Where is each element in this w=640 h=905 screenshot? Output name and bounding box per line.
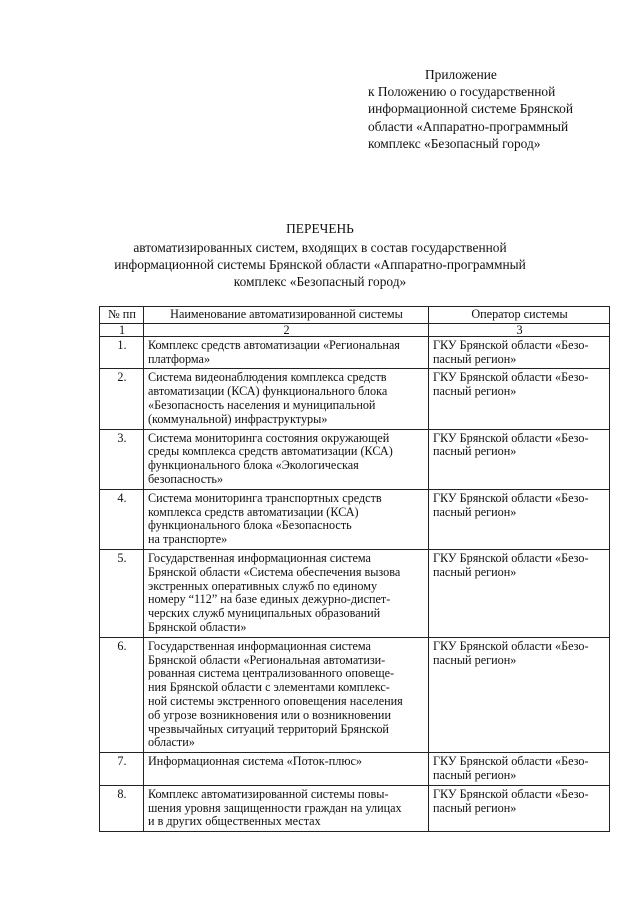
table-row [100, 549, 610, 637]
system-operator: ГКУ Брянской области «Безо- пасный регион» [433, 550, 589, 579]
document-heading [80, 220, 560, 290]
table-header-row [100, 307, 610, 324]
system-operator: ГКУ Брянской области «Безо- пасный регион» [433, 638, 589, 667]
system-name: Комплекс автоматизированной системы повы- шения уровня защищенности граждан на улицах и в других общественных местах [148, 786, 402, 829]
operator-cell [429, 336, 610, 369]
row-number: 2. [100, 369, 144, 429]
header-system-name: Наименование автоматизированной системы [144, 307, 429, 324]
annex-line: к Положению о государственной [368, 84, 556, 100]
annex-line: информационной системе Брянской [368, 101, 574, 117]
system-name-cell [144, 489, 429, 549]
row-number: 6. [100, 637, 144, 752]
operator-cell [429, 549, 610, 637]
system-name-cell [144, 336, 429, 369]
table-row [100, 369, 610, 429]
document-title: ПЕРЕЧЕНЬ [286, 221, 354, 236]
table-row [100, 429, 610, 489]
document-subtitle-line: автоматизированных систем, входящих в состав государственной [133, 240, 507, 255]
row-number: 1. [100, 336, 144, 369]
document-subtitle-line: комплекс «Безопасный город» [233, 274, 407, 289]
system-name: Государственная информационная система Брянской области «Региональная автоматизи- рованная система централизованного оповеще- ния Брянской области с элементами комплекс- ной системы экстренного оповещения населения об угрозе возникновения или о возникновении чрезвычайных ситуаций территорий Брянской области» [148, 638, 403, 750]
system-operator: ГКУ Брянской области «Безо- пасный регион» [433, 490, 589, 519]
system-name-cell [144, 637, 429, 752]
operator-cell [429, 489, 610, 549]
operator-cell [429, 369, 610, 429]
system-operator: ГКУ Брянской области «Безо- пасный регион» [433, 430, 589, 459]
annex-block [368, 66, 630, 152]
operator-cell [429, 637, 610, 752]
operator-cell [429, 785, 610, 831]
table-row [100, 785, 610, 831]
index-cell: 2 [144, 323, 429, 336]
table-index-row [100, 323, 610, 336]
table-row [100, 637, 610, 752]
system-name: Государственная информационная система Брянской области «Система обеспечения вызова экстренных оперативных служб по единому номеру “112” на базе единых дежурно-диспет- черских служб муниципальных образований Брянской области» [148, 550, 401, 634]
annex-line: области «Аппаратно-программный [368, 118, 569, 134]
row-number: 7. [100, 753, 144, 786]
system-operator: ГКУ Брянской области «Безо- пасный регион» [433, 786, 589, 815]
table-row [100, 489, 610, 549]
index-cell: 3 [429, 323, 610, 336]
row-number: 5. [100, 549, 144, 637]
system-name-cell [144, 785, 429, 831]
row-number: 8. [100, 785, 144, 831]
system-operator: ГКУ Брянской области «Безо- пасный регион» [433, 370, 589, 399]
system-name-cell [144, 753, 429, 786]
row-number: 4. [100, 489, 144, 549]
system-name: Система видеонаблюдения комплекса средств автоматизации (КСА) функционального блока «Безопасность населения и муниципальной (коммунальной) инфраструктуры» [148, 370, 388, 426]
operator-cell [429, 429, 610, 489]
operator-cell [429, 753, 610, 786]
annex-title: Приложение [425, 67, 497, 82]
systems-table [99, 306, 610, 832]
system-name: Система мониторинга транспортных средств комплекса средств автоматизации (КСА) функционального блока «Безопасность на транспорте» [148, 490, 382, 547]
system-operator: ГКУ Брянской области «Безо- пасный регион» [433, 754, 589, 782]
system-name-cell [144, 429, 429, 489]
header-number: № пп [100, 307, 144, 324]
index-cell: 1 [100, 323, 144, 336]
system-name-cell [144, 369, 429, 429]
system-name-cell [144, 549, 429, 637]
row-number: 3. [100, 429, 144, 489]
table-row [100, 753, 610, 786]
system-name: Комплекс средств автоматизации «Региональная платформа» [148, 337, 400, 366]
document-subtitle-line: информационной системы Брянской области «Аппаратно-программный [114, 257, 526, 272]
system-name: Система мониторинга состояния окружающей среды комплекса средств автоматизации (КСА) функционального блока «Экологическая безопасность» [148, 430, 393, 486]
system-name: Информационная система «Поток-плюс» [148, 754, 362, 769]
header-operator: Оператор системы [429, 307, 610, 324]
table-row [100, 336, 610, 369]
system-operator: ГКУ Брянской области «Безо- пасный регион» [433, 337, 589, 366]
annex-line: комплекс «Безопасный город» [368, 135, 541, 151]
